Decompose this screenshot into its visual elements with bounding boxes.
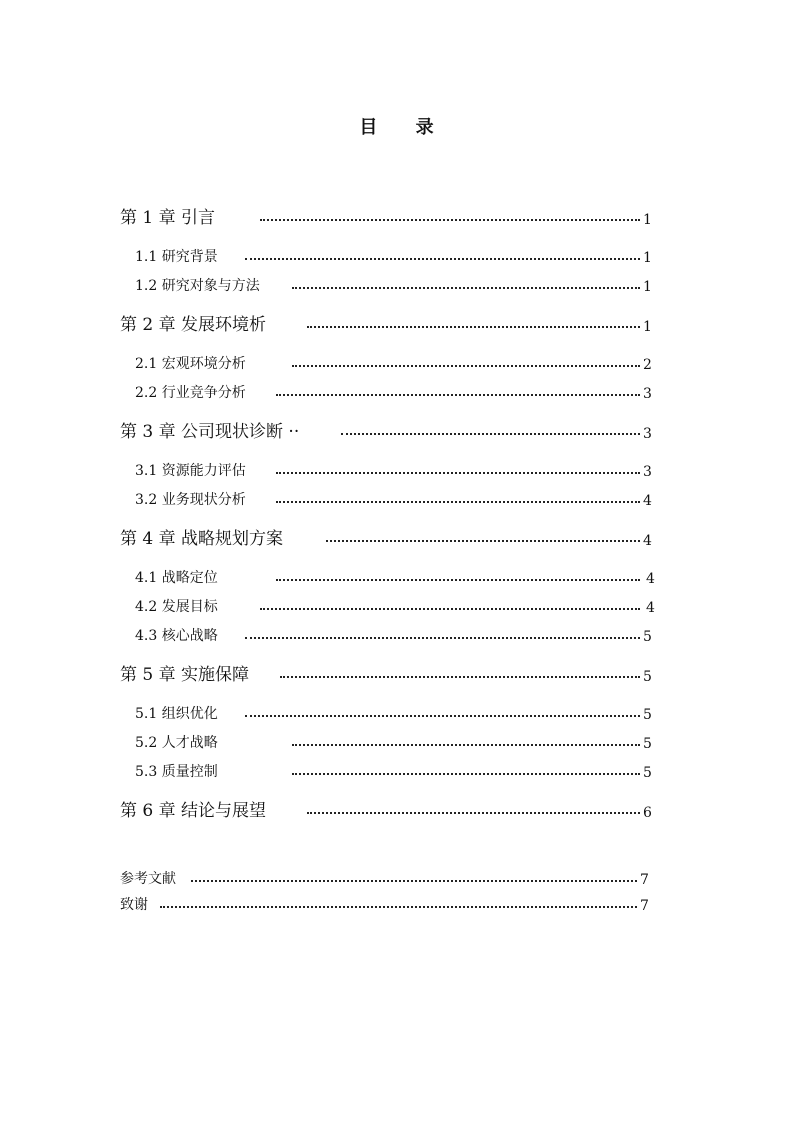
toc-leader (276, 579, 640, 581)
toc-page-number: 1 (643, 250, 652, 266)
toc-label: 3.1 资源能力评估 (135, 463, 246, 479)
toc-leader (307, 812, 640, 814)
toc-label: 4.1 战略定位 (135, 570, 218, 586)
toc-leader (326, 540, 640, 542)
toc-leader (280, 676, 640, 678)
toc-page-number: 1 (643, 279, 652, 295)
toc-leader (307, 326, 640, 328)
toc-leader (260, 608, 640, 610)
toc-label: 4.2 发展目标 (135, 599, 218, 615)
toc-leader (191, 880, 637, 882)
toc-page-number: 3 (643, 386, 652, 402)
toc-leader (292, 773, 640, 775)
toc-label: 5.3 质量控制 (135, 764, 218, 780)
toc-page-number: 3 (643, 464, 652, 480)
toc-leader (292, 287, 640, 289)
toc-page-number: 5 (643, 669, 652, 685)
toc-leader (160, 906, 637, 908)
toc-label: 2.1 宏观环境分析 (135, 356, 246, 372)
toc-leader (276, 501, 640, 503)
toc-label: 第 1 章 引言 (120, 208, 216, 228)
toc-label: 5.1 组织优化 (135, 706, 218, 722)
toc-label: 第 5 章 实施保障 (120, 665, 250, 685)
toc-label: 第 6 章 结论与展望 (120, 801, 267, 821)
toc-page-number: 7 (640, 872, 649, 888)
toc-label: 4.3 核心战略 (135, 628, 218, 644)
toc-page-number: 7 (640, 898, 649, 914)
toc-page-number: 3 (643, 426, 652, 442)
toc-page-number: 4 (643, 493, 652, 509)
toc-leader (245, 637, 640, 639)
toc-label: 致谢 (120, 897, 148, 913)
toc-page-number: 5 (643, 707, 652, 723)
toc-label: 3.2 业务现状分析 (135, 492, 246, 508)
toc-leader (276, 472, 640, 474)
toc-leader (245, 258, 640, 260)
page-title: 目 录 (359, 117, 450, 138)
toc-page-number: 1 (643, 319, 652, 335)
toc-page-number: 1 (643, 212, 652, 228)
toc-leader (292, 365, 640, 367)
toc-leader (276, 394, 640, 396)
toc-label: 第 3 章 公司现状诊断 ·· (120, 422, 300, 442)
toc-label: 1.2 研究对象与方法 (135, 278, 260, 294)
toc-page-number: 5 (643, 629, 652, 645)
toc-page-number: 6 (643, 805, 652, 821)
toc-label: 第 4 章 战略规划方案 (120, 529, 284, 549)
toc-leader (260, 219, 640, 221)
toc-page-number: 4 (646, 571, 655, 587)
toc-label: 参考文献 (120, 871, 176, 887)
toc-label: 第 2 章 发展环境析 (120, 315, 267, 335)
toc-page-number: 4 (646, 600, 655, 616)
toc-label: 5.2 人才战略 (135, 735, 218, 751)
toc-page-number: 4 (643, 533, 652, 549)
toc-leader (245, 715, 640, 717)
toc-label: 1.1 研究背景 (135, 249, 218, 265)
toc-page-number: 5 (643, 765, 652, 781)
toc-page-number: 2 (643, 357, 652, 373)
toc-label: 2.2 行业竞争分析 (135, 385, 246, 401)
toc-page-number: 5 (643, 736, 652, 752)
toc-leader (341, 433, 640, 435)
toc-leader (292, 744, 640, 746)
